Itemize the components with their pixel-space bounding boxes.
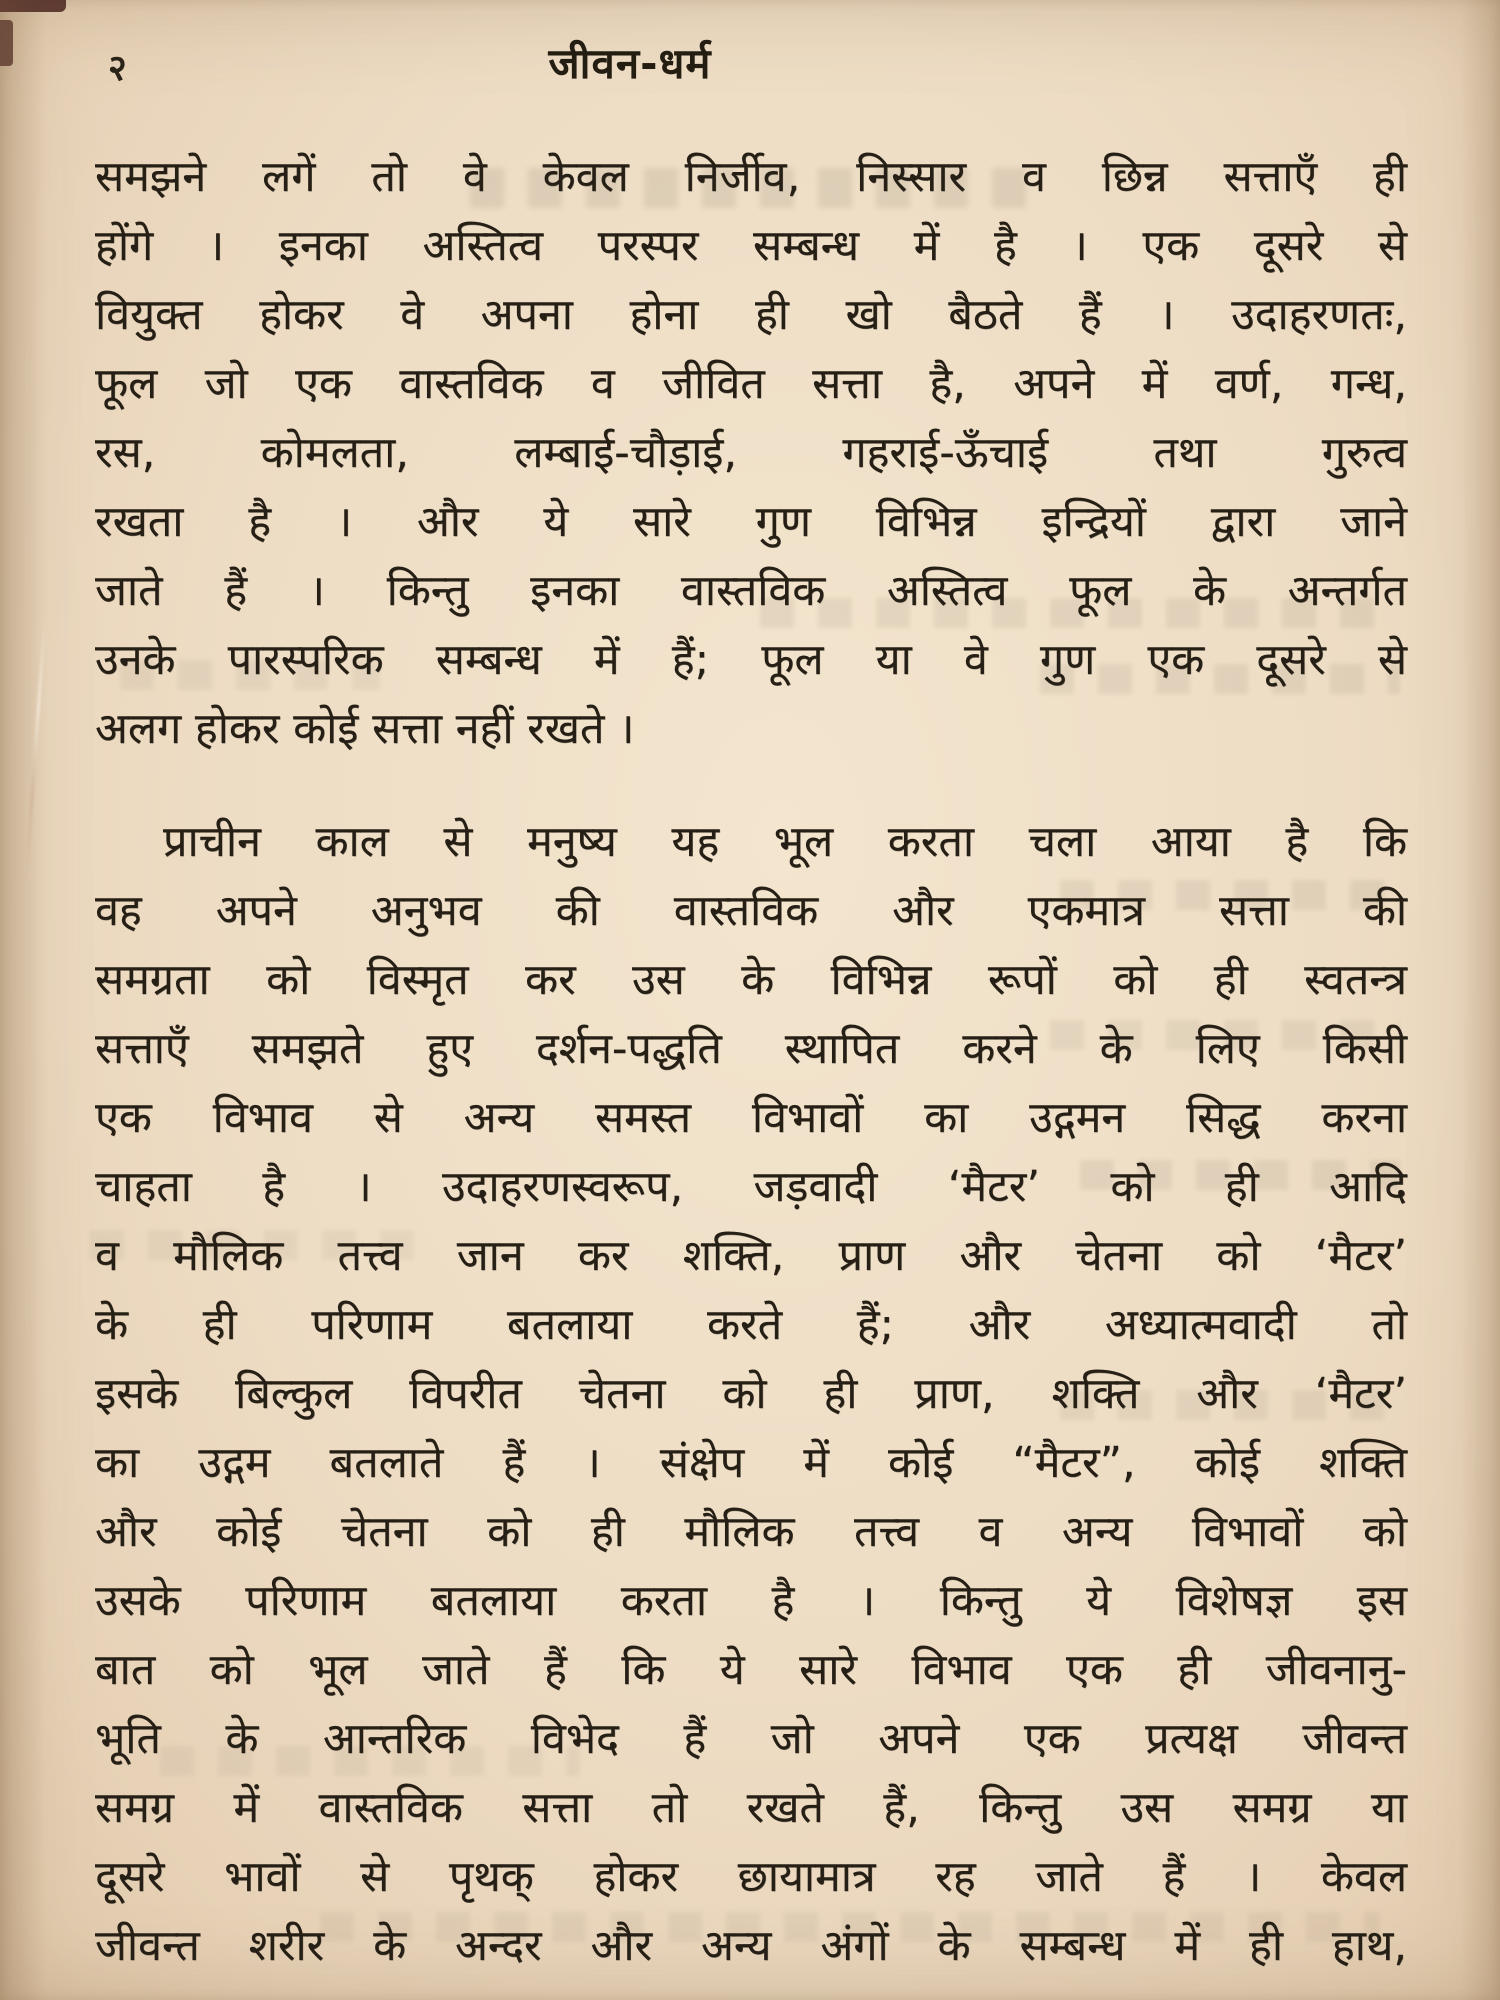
text-line: चाहता है । उदाहरणस्वरूप, जड़वादी ‘मैटर’ को ही आदि	[95, 1162, 1407, 1212]
text-line: जाते हैं । किन्तु इनका वास्तविक अस्तित्व फूल के अन्तर्गत	[95, 566, 1407, 616]
text-line: रखता है । और ये सारे गुण विभिन्न इन्द्रियों द्वारा जाने	[95, 497, 1407, 547]
paper-crease	[25, 620, 46, 880]
text-line: प्राचीन काल से मनुष्य यह भूल करता चला आया है कि	[163, 817, 1407, 867]
text-line: उसके परिणाम बतलाया करता है । किन्तु ये विशेषज्ञ इस	[95, 1576, 1407, 1626]
page-edge-shadow	[0, 0, 46, 2000]
text-line: वह अपने अनुभव की वास्तविक और एकमात्र सत्ता की	[95, 886, 1407, 936]
text-line: रस, कोमलता, लम्बाई-चौड़ाई, गहराई-ऊँचाई तथा गुरुत्व	[95, 428, 1407, 478]
text-line: और कोई चेतना को ही मौलिक तत्त्व व अन्य विभावों को	[95, 1507, 1407, 1557]
scan-corner-mark	[0, 0, 66, 12]
text-line: का उद्गम बतलाते हैं । संक्षेप में कोई “मैटर”, कोई शक्ति	[95, 1438, 1407, 1488]
book-title: जीवन-धर्म	[548, 39, 712, 88]
body-text	[95, 143, 1407, 1981]
text-line: होंगे । इनका अस्तित्व परस्पर सम्बन्ध में है । एक दूसरे से	[95, 221, 1407, 271]
text-line: उनके पारस्परिक सम्बन्ध में हैं; फूल या वे गुण एक दूसरे से	[95, 635, 1407, 685]
text-line: भूति के आन्तरिक विभेद हैं जो अपने एक प्रत्यक्ष जीवन्त	[95, 1714, 1407, 1764]
text-line: बात को भूल जाते हैं कि ये सारे विभाव एक ही जीवनानु-	[95, 1645, 1407, 1695]
text-line: सत्ताएँ समझते हुए दर्शन-पद्धति स्थापित करने के लिए किसी	[95, 1024, 1407, 1074]
text-line: दूसरे भावों से पृथक् होकर छायामात्र रह जाते हैं । केवल	[95, 1852, 1407, 1902]
text-line: फूल जो एक वास्तविक व जीवित सत्ता है, अपने में वर्ण, गन्ध,	[95, 359, 1407, 409]
page-edge-shadow	[1460, 0, 1500, 2000]
text-line: एक विभाव से अन्य समस्त विभावों का उद्गमन सिद्ध करना	[95, 1093, 1407, 1143]
text-line: समग्रता को विस्मृत कर उस के विभिन्न रूपों को ही स्वतन्त्र	[95, 955, 1407, 1005]
text-line: के ही परिणाम बतलाया करते हैं; और अध्यात्मवादी तो	[95, 1300, 1407, 1350]
text-line: वियुक्त होकर वे अपना होना ही खो बैठते हैं । उदाहरणतः,	[95, 290, 1407, 340]
page-header	[0, 34, 1500, 104]
text-line: जीवन्त शरीर के अन्दर और अन्य अंगों के सम्बन्ध में ही हाथ,	[95, 1921, 1407, 1971]
text-line: समझने लगें तो वे केवल निर्जीव, निस्सार व छिन्न सत्ताएँ ही	[95, 152, 1407, 202]
text-line: इसके बिल्कुल विपरीत चेतना को ही प्राण, शक्ति और ‘मैटर’	[95, 1369, 1407, 1419]
text-line: अलग होकर कोई सत्ता नहीं रखते ।	[95, 704, 635, 754]
paragraph-1	[95, 143, 1407, 764]
text-line: समग्र में वास्तविक सत्ता तो रखते हैं, किन्तु उस समग्र या	[95, 1783, 1407, 1833]
paragraph-2	[95, 808, 1407, 1981]
text-line: व मौलिक तत्त्व जान कर शक्ति, प्राण और चेतना को ‘मैटर’	[95, 1231, 1407, 1281]
page-number: २	[108, 48, 127, 89]
